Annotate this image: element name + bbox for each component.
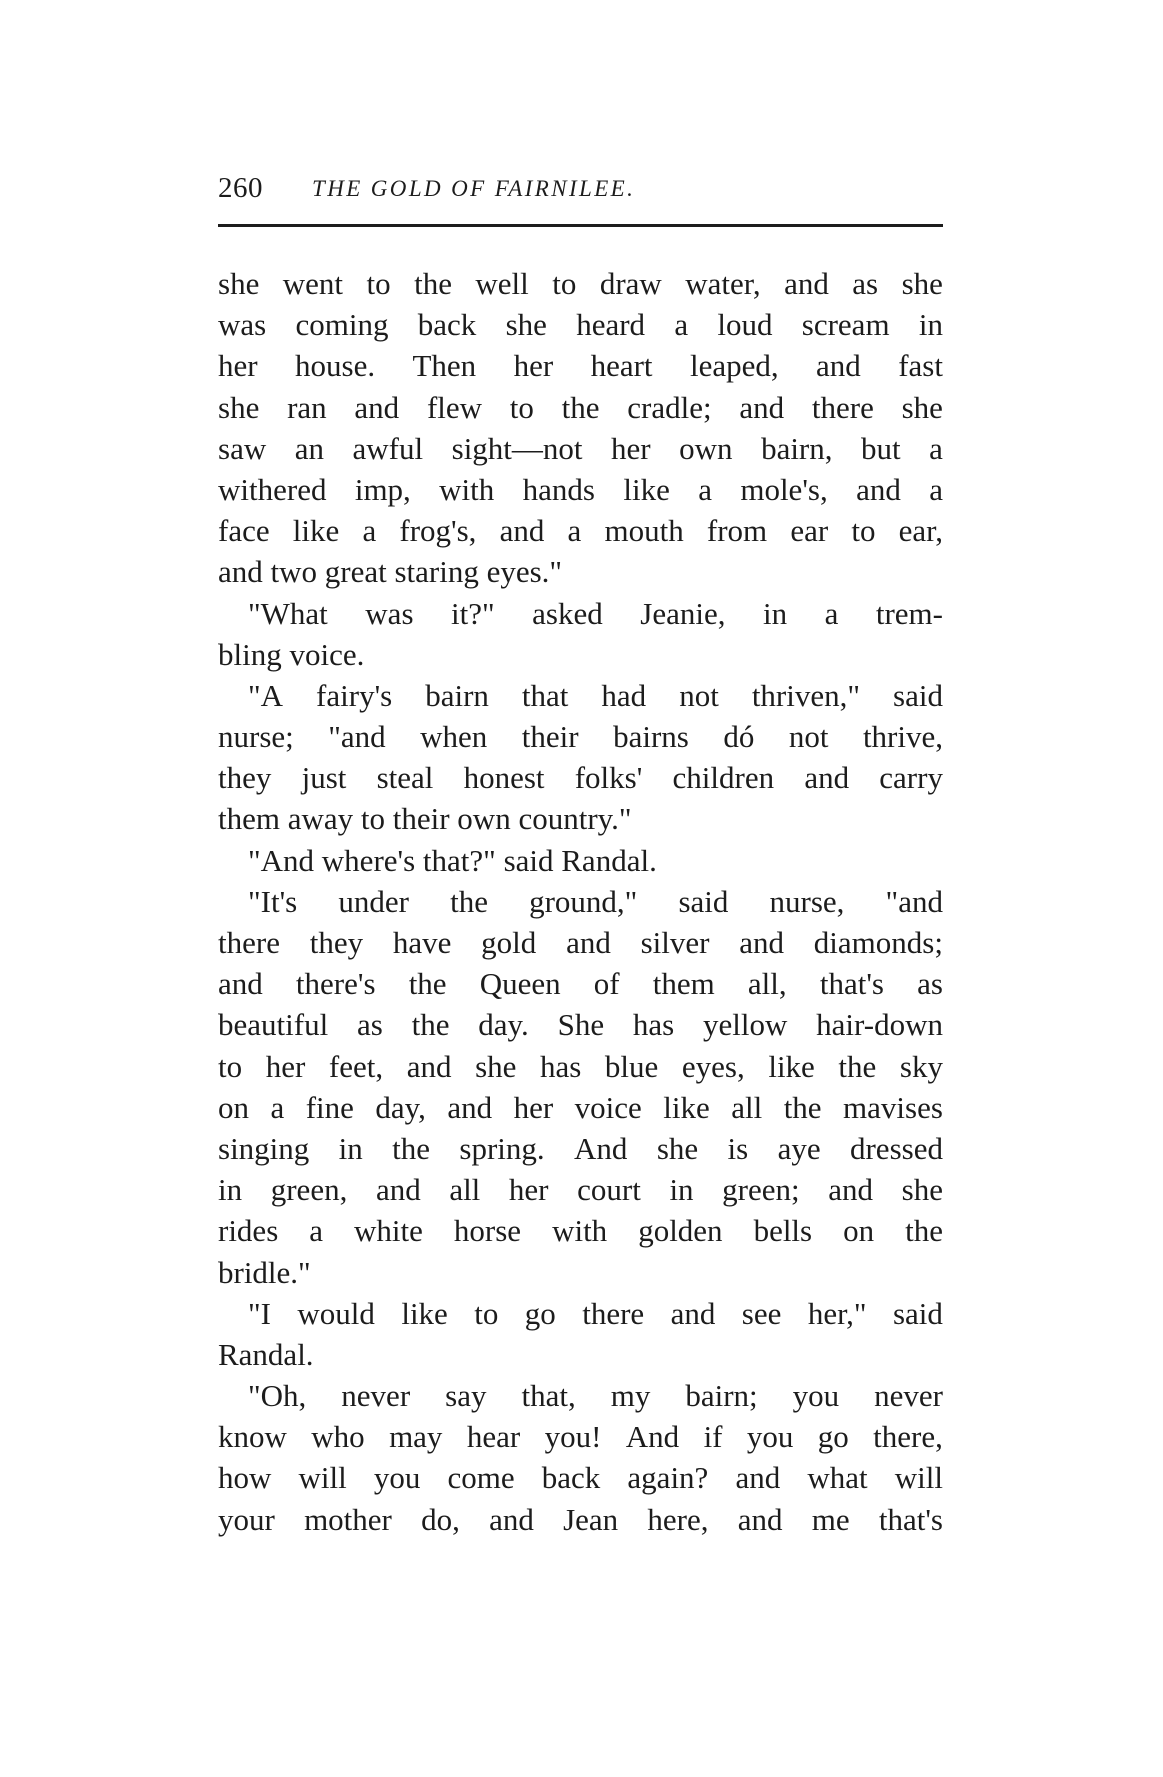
word: she bbox=[218, 266, 260, 301]
word: in bbox=[218, 1172, 243, 1208]
word: who bbox=[311, 1419, 365, 1455]
word: was bbox=[218, 307, 267, 343]
word: to bbox=[366, 266, 391, 301]
word: day, bbox=[375, 1089, 426, 1125]
word: there bbox=[582, 1295, 645, 1331]
word: her bbox=[513, 1089, 554, 1125]
text-line: bling voice. bbox=[218, 636, 365, 672]
word: asked bbox=[532, 595, 603, 631]
word: loud bbox=[717, 307, 773, 343]
word: her bbox=[513, 348, 554, 384]
word: there's bbox=[295, 966, 376, 1002]
word: it?" bbox=[451, 595, 495, 631]
word: their bbox=[521, 719, 579, 755]
word: her bbox=[611, 430, 651, 466]
word: honest bbox=[463, 760, 545, 796]
word: and bbox=[354, 389, 400, 425]
word: a bbox=[824, 595, 839, 631]
word: a bbox=[929, 471, 943, 507]
word: there bbox=[218, 925, 280, 960]
word: like bbox=[663, 1089, 710, 1125]
word: not bbox=[679, 677, 719, 713]
word: if bbox=[703, 1419, 723, 1455]
text-line bbox=[218, 1046, 943, 1087]
word: all bbox=[449, 1172, 481, 1208]
word: as bbox=[917, 966, 943, 1002]
word: trem- bbox=[875, 595, 943, 631]
word: ran bbox=[287, 389, 327, 425]
text-line bbox=[218, 1499, 943, 1540]
word: fast bbox=[898, 348, 943, 384]
word: eyes, bbox=[681, 1048, 745, 1084]
word: and bbox=[735, 1460, 781, 1496]
word: when bbox=[420, 719, 488, 755]
word: horse bbox=[453, 1213, 522, 1249]
word: her bbox=[218, 348, 258, 384]
word: and bbox=[784, 266, 829, 301]
word: she bbox=[475, 1048, 517, 1084]
word: She bbox=[557, 1007, 605, 1043]
word: is bbox=[727, 1130, 749, 1166]
word: scream bbox=[801, 307, 890, 343]
word: children bbox=[672, 760, 775, 796]
word: all, bbox=[747, 966, 787, 1002]
word: heart bbox=[590, 348, 653, 384]
word: never bbox=[341, 1378, 411, 1414]
word: has bbox=[632, 1007, 675, 1043]
word: ear bbox=[790, 513, 829, 549]
word: would bbox=[297, 1295, 375, 1331]
word: cradle; bbox=[627, 389, 712, 425]
word: to bbox=[218, 1048, 243, 1084]
text-line bbox=[218, 1293, 943, 1334]
word: gold bbox=[481, 925, 537, 960]
word: court bbox=[577, 1172, 641, 1208]
word: will bbox=[894, 1460, 943, 1496]
text-line bbox=[218, 345, 943, 386]
word: under bbox=[338, 883, 409, 919]
word: to bbox=[552, 266, 577, 301]
word: bairn; bbox=[685, 1378, 758, 1414]
word: again? bbox=[627, 1460, 709, 1496]
text-line bbox=[218, 469, 943, 510]
word: your bbox=[218, 1501, 275, 1537]
word: that's bbox=[878, 1501, 943, 1537]
word: and bbox=[739, 925, 784, 960]
word: "and bbox=[328, 719, 386, 755]
word: had bbox=[601, 677, 647, 713]
word: "and bbox=[885, 883, 943, 919]
word: folks' bbox=[574, 760, 643, 796]
word: fairy's bbox=[316, 677, 393, 713]
word: sight—not bbox=[451, 430, 583, 466]
word: to bbox=[474, 1295, 499, 1331]
text-line bbox=[218, 263, 943, 304]
word: hands bbox=[522, 471, 595, 507]
word: back bbox=[541, 1460, 601, 1496]
word: she bbox=[218, 389, 260, 425]
word: and bbox=[804, 760, 850, 796]
word: they bbox=[218, 760, 272, 796]
word: there, bbox=[873, 1419, 943, 1455]
word: as bbox=[852, 266, 879, 301]
word: a bbox=[567, 513, 582, 549]
word: there bbox=[811, 389, 874, 425]
word: but bbox=[861, 430, 901, 466]
word: "What bbox=[248, 595, 328, 631]
word: they bbox=[309, 925, 364, 960]
word: in bbox=[762, 595, 788, 631]
word: you! bbox=[544, 1419, 602, 1455]
word: was bbox=[365, 595, 414, 631]
word: say bbox=[445, 1378, 487, 1414]
word: and bbox=[375, 1172, 421, 1208]
word: "It's bbox=[248, 883, 298, 919]
word: an bbox=[294, 430, 324, 466]
word: like bbox=[768, 1048, 815, 1084]
text-line bbox=[218, 716, 943, 757]
word: silver bbox=[640, 925, 710, 960]
word: green; bbox=[722, 1172, 800, 1208]
word: and bbox=[739, 389, 785, 425]
word: the bbox=[783, 1089, 822, 1125]
word: ground," bbox=[529, 883, 638, 919]
word: and bbox=[566, 925, 611, 960]
word: mole's, bbox=[740, 471, 828, 507]
text-line bbox=[218, 304, 943, 345]
word: bairn, bbox=[761, 430, 833, 466]
word: she bbox=[505, 307, 547, 343]
word: in bbox=[669, 1172, 694, 1208]
word: you bbox=[746, 1419, 794, 1455]
word: house. bbox=[295, 348, 376, 384]
text-line bbox=[218, 387, 943, 428]
word: she bbox=[901, 1172, 943, 1208]
word: in bbox=[918, 307, 943, 343]
word: and bbox=[816, 348, 861, 384]
word: has bbox=[540, 1048, 582, 1084]
text-line bbox=[218, 1416, 943, 1457]
text-line bbox=[218, 593, 943, 634]
word: yellow bbox=[703, 1007, 788, 1043]
word: And bbox=[625, 1419, 680, 1455]
word: mavises bbox=[843, 1089, 943, 1125]
word: said bbox=[678, 883, 729, 919]
word: blue bbox=[604, 1048, 659, 1084]
word: know bbox=[218, 1419, 287, 1455]
text-line bbox=[218, 1375, 943, 1416]
word: a bbox=[698, 471, 712, 507]
word: bells bbox=[753, 1213, 813, 1249]
text-line bbox=[218, 963, 943, 1004]
word: nurse; bbox=[218, 719, 294, 755]
word: go bbox=[524, 1295, 556, 1331]
text-line: them away to their own country." bbox=[218, 801, 632, 837]
word: a bbox=[270, 1089, 285, 1125]
word: singing bbox=[218, 1130, 310, 1166]
word: a bbox=[674, 307, 689, 343]
word: she bbox=[901, 389, 943, 425]
word: as bbox=[356, 1007, 383, 1043]
word: coming bbox=[295, 307, 389, 343]
word: them bbox=[652, 966, 715, 1002]
word: to bbox=[851, 513, 876, 549]
word: like bbox=[623, 471, 670, 507]
word: "I bbox=[248, 1295, 271, 1331]
text-line: "And where's that?" said Randal. bbox=[248, 842, 657, 878]
word: on bbox=[843, 1213, 875, 1249]
word: spring. bbox=[459, 1130, 545, 1166]
word: of bbox=[593, 966, 620, 1002]
word: that, bbox=[521, 1378, 576, 1414]
word: the bbox=[408, 966, 447, 1002]
word: may bbox=[389, 1419, 443, 1455]
word: hear bbox=[466, 1419, 521, 1455]
word: fine bbox=[305, 1089, 354, 1125]
word: that bbox=[521, 677, 569, 713]
text-line bbox=[218, 1210, 943, 1251]
word: what bbox=[807, 1460, 868, 1496]
word: flew bbox=[426, 389, 483, 425]
word: and bbox=[406, 1048, 452, 1084]
text-line: and two great staring eyes." bbox=[218, 554, 563, 590]
word: the bbox=[905, 1213, 943, 1249]
word: the bbox=[414, 266, 452, 301]
word: and bbox=[447, 1089, 493, 1125]
word: her," bbox=[807, 1295, 867, 1331]
word: like bbox=[292, 513, 340, 549]
word: saw bbox=[218, 430, 267, 466]
word: come bbox=[447, 1460, 515, 1496]
word: the bbox=[411, 1007, 450, 1043]
text-line: Randal. bbox=[218, 1336, 314, 1372]
word: and bbox=[828, 1172, 874, 1208]
page-header bbox=[218, 172, 943, 222]
word: her bbox=[508, 1172, 549, 1208]
word: thrive, bbox=[862, 719, 943, 755]
word: carry bbox=[879, 760, 943, 796]
word: well bbox=[475, 266, 529, 301]
text-line bbox=[218, 1457, 943, 1498]
word: with bbox=[439, 471, 495, 507]
word: hair-down bbox=[816, 1007, 943, 1043]
word: Queen bbox=[479, 966, 561, 1002]
word: and bbox=[499, 513, 545, 549]
word: dressed bbox=[849, 1130, 943, 1166]
word: heard bbox=[576, 307, 646, 343]
word: here, bbox=[647, 1501, 709, 1537]
word: see bbox=[741, 1295, 782, 1331]
word: me bbox=[811, 1501, 850, 1537]
word: to bbox=[509, 389, 534, 425]
word: do, bbox=[421, 1501, 460, 1537]
word: water, bbox=[685, 266, 761, 301]
word: her bbox=[265, 1048, 306, 1084]
word: will bbox=[298, 1460, 347, 1496]
text-line bbox=[218, 757, 943, 798]
word: mouth bbox=[604, 513, 684, 549]
page-number: 260 bbox=[218, 172, 263, 204]
word: thriven," bbox=[751, 677, 861, 713]
text-line bbox=[218, 1169, 943, 1210]
word: and bbox=[489, 1501, 534, 1537]
text-line bbox=[218, 675, 943, 716]
word: beautiful bbox=[218, 1007, 329, 1043]
word: not bbox=[788, 719, 829, 755]
word: go bbox=[817, 1419, 849, 1455]
word: own bbox=[679, 430, 733, 466]
word: in bbox=[338, 1130, 363, 1166]
text-line bbox=[218, 428, 943, 469]
word: the bbox=[450, 883, 488, 919]
word: bairn bbox=[425, 677, 489, 713]
word: with bbox=[552, 1213, 608, 1249]
word: dó bbox=[723, 719, 755, 755]
word: "Oh, bbox=[248, 1378, 307, 1414]
word: just bbox=[301, 760, 347, 796]
word: diamonds; bbox=[813, 925, 943, 960]
word: withered bbox=[218, 471, 327, 507]
word: draw bbox=[599, 266, 662, 301]
word: back bbox=[417, 307, 477, 343]
word: voice bbox=[574, 1089, 642, 1125]
word: a bbox=[309, 1213, 324, 1249]
word: a bbox=[929, 430, 943, 466]
word: Jean bbox=[563, 1501, 619, 1537]
word: bairns bbox=[613, 719, 689, 755]
text-line bbox=[218, 1004, 943, 1045]
word: the bbox=[838, 1048, 877, 1084]
word: you bbox=[373, 1460, 421, 1496]
word: feet, bbox=[328, 1048, 384, 1084]
word: have bbox=[392, 925, 452, 960]
body-text bbox=[218, 263, 948, 1540]
word: green, bbox=[270, 1172, 348, 1208]
word: rides bbox=[218, 1213, 279, 1249]
word: my bbox=[610, 1378, 651, 1414]
word: Then bbox=[412, 348, 477, 384]
text-line: bridle." bbox=[218, 1254, 311, 1290]
word: and bbox=[218, 966, 263, 1002]
word: And bbox=[574, 1130, 628, 1166]
text-line bbox=[218, 510, 943, 551]
word: mother bbox=[304, 1501, 392, 1537]
word: nurse, bbox=[769, 883, 845, 919]
word: she bbox=[901, 266, 943, 301]
word: leaped, bbox=[689, 348, 779, 384]
word: went bbox=[282, 266, 344, 301]
word: a bbox=[362, 513, 377, 549]
word: and bbox=[737, 1501, 783, 1537]
word: day. bbox=[478, 1007, 529, 1043]
word: white bbox=[354, 1213, 423, 1249]
header-rule bbox=[218, 224, 943, 227]
word: you bbox=[792, 1378, 840, 1414]
text-line bbox=[218, 1128, 943, 1169]
word: golden bbox=[638, 1213, 723, 1249]
word: steal bbox=[376, 760, 434, 796]
word: sky bbox=[899, 1048, 943, 1084]
word: imp, bbox=[354, 471, 411, 507]
word: never bbox=[874, 1378, 943, 1414]
word: she bbox=[656, 1130, 699, 1166]
word: and bbox=[856, 471, 901, 507]
word: from bbox=[706, 513, 768, 549]
word: like bbox=[401, 1295, 448, 1331]
word: Jeanie, bbox=[640, 595, 726, 631]
word: that's bbox=[819, 966, 884, 1002]
word: "A bbox=[248, 677, 284, 713]
word: face bbox=[218, 513, 270, 549]
text-line bbox=[218, 1087, 943, 1128]
word: all bbox=[731, 1089, 763, 1125]
word: frog's, bbox=[399, 513, 477, 549]
word: the bbox=[561, 389, 600, 425]
word: how bbox=[218, 1460, 272, 1496]
text-line bbox=[218, 922, 943, 963]
word: said bbox=[893, 677, 943, 713]
word: and bbox=[670, 1295, 716, 1331]
word: aye bbox=[777, 1130, 821, 1166]
word: said bbox=[892, 1295, 943, 1331]
word: the bbox=[392, 1130, 431, 1166]
word: ear, bbox=[898, 513, 943, 549]
word: awful bbox=[352, 430, 424, 466]
running-head: THE GOLD OF FAIRNILEE. bbox=[312, 176, 636, 201]
text-line bbox=[218, 881, 943, 922]
word: on bbox=[218, 1089, 249, 1125]
